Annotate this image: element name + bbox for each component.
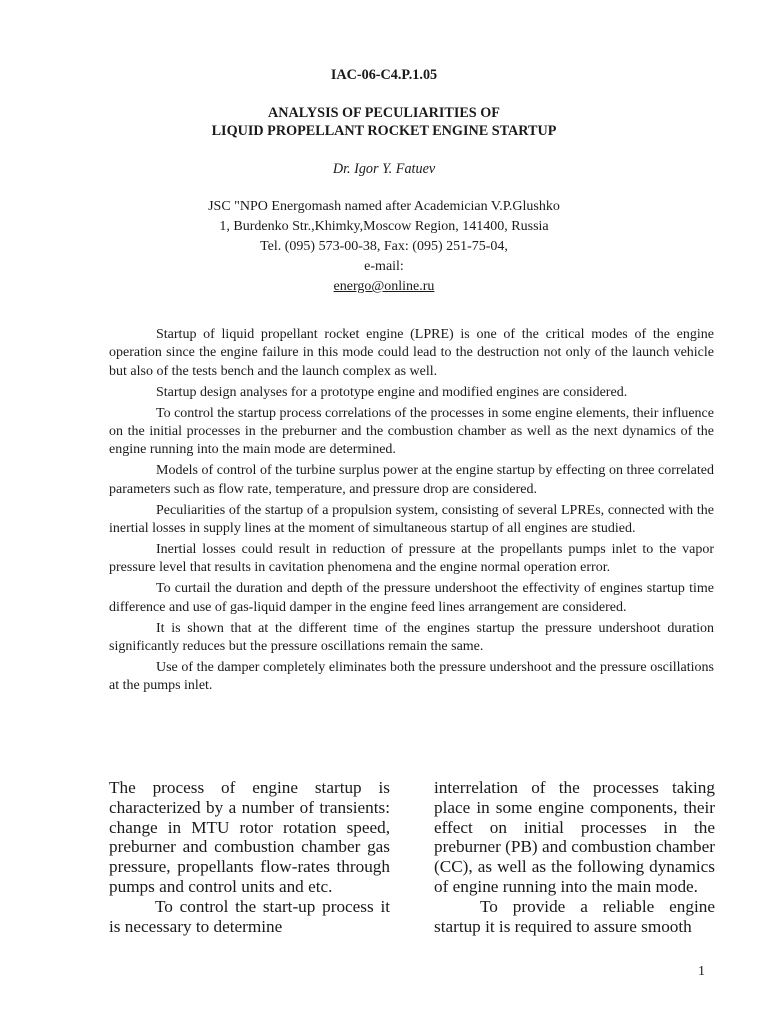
abstract-paragraph: Inertial losses could result in reduction of pressure at the propellants pumps inlet to the vapor pressure level that results in cavitation phenomena and the engine normal operation error. [109,541,714,576]
abstract-paragraph: To control the startup process correlations of the processes in some engine elements, their influence on the initial processes in the preburner and the combustion chamber as well as the next dynamics of the engine running into the main mode are determined. [109,405,714,458]
paper-title [0,104,768,140]
body-paragraph: interrelation of the processes taking place in some engine components, their effect on initial processes in the preburner (PB) and combustion chamber (CC), as well as the following dynamics of engine running into the main mode. [434,778,715,896]
body-paragraph: The process of engine startup is characterized by a number of transients: change in MTU rotor rotation speed, preburner and combustion chamber gas pressure, propellants flow-rates through pumps and control units and etc. [109,778,390,896]
abstract-paragraph: Use of the damper completely eliminates both the pressure undershoot and the pressure oscillations at the pumps inlet. [109,659,714,694]
paper-id: IAC-06-C4.P.1.05 [330,67,438,83]
affiliation-email-line [0,257,768,297]
author-name: Dr. Igor Y. Fatuev [332,161,436,177]
abstract-paragraph: To curtail the duration and depth of the pressure undershoot the effectivity of engines startup time difference and use of gas-liquid damper in the engine feed lines arrangement are considered. [109,581,714,615]
affiliation-org: JSC "NPO Energomash named after Academician V.P.Glushko [208,199,560,214]
body-paragraph: To provide a reliable engine startup it is required to assure smooth [434,896,715,936]
abstract-paragraph: It is shown that at the different time of the engines startup the pressure undershoot duration significantly reduces but the pressure oscillations remain the same. [109,620,714,654]
affiliation [0,197,768,297]
body-column-right [434,778,715,936]
title-line-2: LIQUID PROPELLANT ROCKET ENGINE STARTUP [211,123,557,139]
abstract-paragraph: Peculiarities of the startup of a propulsion system, consisting of several LPREs, connected with the inertial losses in supply lines at the moment of simultaneous startup of all engines are studied. [109,502,714,537]
page-number: 1 [698,964,705,979]
abstract-paragraph: Models of control of the turbine surplus power at the engine startup by effecting on three correlated parameters such as flow rate, temperature, and pressure drop are considered. [109,463,714,497]
abstract-paragraph: Startup design analyses for a prototype engine and modified engines are considered. [156,384,628,400]
email-prefix: e-mail: [364,259,404,274]
abstract [109,326,714,698]
body-paragraph: To control the start-up process it is necessary to determine [109,896,390,936]
paper-header [0,66,768,297]
affiliation-address: 1, Burdenko Str.,Khimky,Moscow Region, 141400, Russia [219,219,549,234]
abstract-paragraph: Startup of liquid propellant rocket engine (LPRE) is one of the critical modes of the engine operation since the engine failure in this mode could lead to the destruction not only of the launch vehicle but also of the tests bench and the launch complex as well. [109,327,714,379]
affiliation-phone: Tel. (095) 573-00-38, Fax: (095) 251-75-04, [260,239,508,254]
title-line-1: ANALYSIS OF PECULIARITIES OF [268,105,500,121]
body-column-left [109,778,390,936]
email-link[interactable]: energo@online.ru [333,279,435,294]
